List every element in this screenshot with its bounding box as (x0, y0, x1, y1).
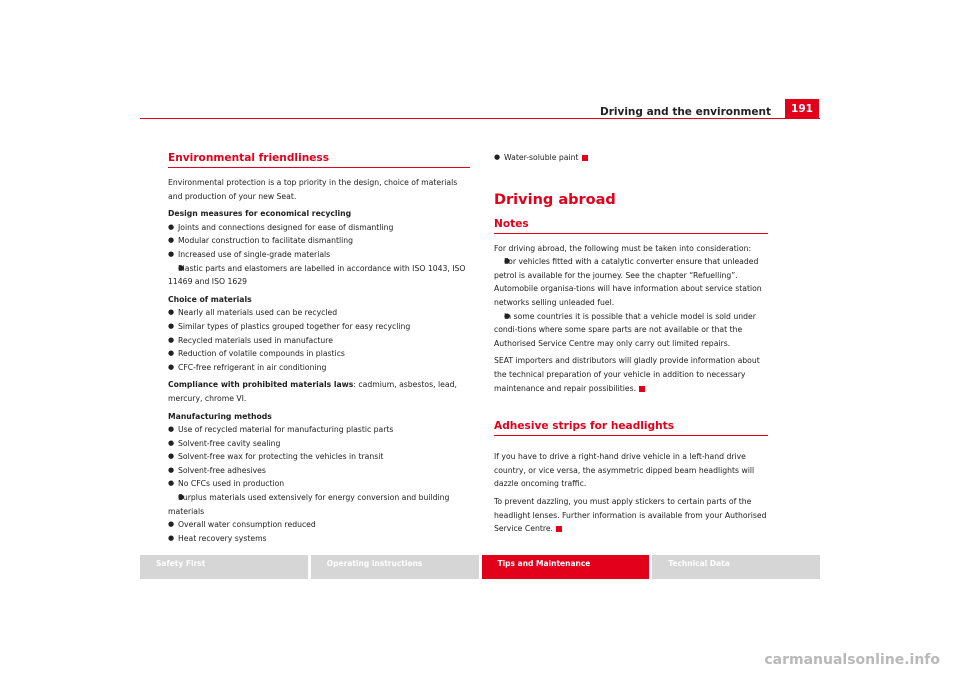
methods-heading: Manufacturing methods (168, 411, 272, 421)
notes-outro-text: SEAT importers and distributors will gladly provide information about the technical preparation of your vehicle in addition to necessary maintenance and repair possibilities. (494, 356, 760, 393)
page-number: 191 (785, 99, 819, 119)
list-item: ● Heat recovery systems (168, 532, 470, 546)
list-item: ● For vehicles fitted with a catalytic converter ensure that unleaded petrol is available for the journey. See the chapter “Refuelling”. Automobile organisa-tions will have information about service station networks selling unleaded fuel. (494, 255, 768, 309)
list-item: ● Reduction of volatile compounds in plastics (168, 347, 470, 361)
list-item: ● Solvent-free adhesives (168, 464, 470, 478)
list-item: ● CFC-free refrigerant in air conditioning (168, 361, 470, 375)
section-end-icon (582, 155, 588, 161)
design-heading: Design measures for economical recycling (168, 209, 352, 219)
list-item: ● Modular construction to facilitate dismantling (168, 234, 470, 248)
compliance-paragraph (168, 378, 470, 405)
list-item: ● Increased use of single-grade materials (168, 248, 470, 262)
strips-paragraph-1: If you have to drive a right-hand drive vehicle in a left-hand drive country, or vice versa, the asymmetric dipped beam headlights will dazzle oncoming traffic. (494, 452, 755, 489)
notes-intro: For driving abroad, the following must be taken into consideration: (494, 243, 752, 253)
left-column (168, 151, 470, 545)
list-item: ● Joints and connections designed for ease of dismantling (168, 221, 470, 235)
running-header-title: Driving and the environment (600, 106, 772, 118)
adhesive-strips-heading: Adhesive strips for headlights (494, 419, 768, 436)
right-column (494, 151, 768, 536)
tab-safety-first[interactable]: Safety First (140, 555, 308, 579)
strips-paragraph-2-text: To prevent dazzling, you must apply stickers to certain parts of the headlight lenses. Further information is available from your Authorised Service Centre. (494, 496, 767, 534)
section-end-icon (556, 526, 562, 532)
compliance-label: Compliance with prohibited materials laws (168, 380, 354, 390)
tab-operating-instructions[interactable]: Operating instructions (311, 555, 479, 579)
list-item: ● In some countries it is possible that a vehicle model is sold under condi-tions where some spare parts are not available or that the Authorised Service Centre may only carry out limited repairs. (494, 310, 768, 351)
chapter-tabs (140, 555, 820, 579)
list-item: ● Nearly all materials used can be recycled (168, 306, 470, 320)
list-item: ● Recycled materials used in manufacture (168, 334, 470, 348)
list-item: ● No CFCs used in production (168, 477, 470, 491)
notes-heading: Notes (494, 217, 768, 234)
list-item: ● Plastic parts and elastomers are labelled in accordance with ISO 1043, ISO 11469 and ISO 1629 (168, 262, 470, 289)
header-rule (140, 118, 820, 119)
intro-paragraph: Environmental protection is a top priority in the design, choice of materials and production of your new Seat. (168, 178, 458, 201)
compliance-text: : cadmium, asbestos, lead, mercury, chrome VI. (168, 380, 457, 403)
materials-heading: Choice of materials (168, 294, 252, 304)
list-item (494, 151, 768, 165)
environmental-friendliness-heading: Environmental friendliness (168, 151, 470, 168)
list-item: ● Use of recycled material for manufacturing plastic parts (168, 423, 470, 437)
list-item: ● Surplus materials used extensively for energy conversion and building materials (168, 491, 470, 518)
watermark: carmanualsonline.info (764, 652, 940, 668)
driving-abroad-heading: Driving abroad (494, 191, 616, 208)
list-item: ● Similar types of plastics grouped together for easy recycling (168, 320, 470, 334)
notes-outro (494, 354, 768, 395)
strips-paragraph-2 (494, 495, 768, 536)
section-end-icon (639, 386, 645, 392)
list-item: ● Solvent-free cavity sealing (168, 437, 470, 451)
list-item: ● Overall water consumption reduced (168, 518, 470, 532)
tab-technical-data[interactable]: Technical Data (652, 555, 820, 579)
list-item: ● Solvent-free wax for protecting the vehicles in transit (168, 450, 470, 464)
tab-tips-and-maintenance[interactable]: Tips and Maintenance (482, 555, 650, 579)
water-soluble-paint-text: Water-soluble paint (504, 153, 579, 162)
